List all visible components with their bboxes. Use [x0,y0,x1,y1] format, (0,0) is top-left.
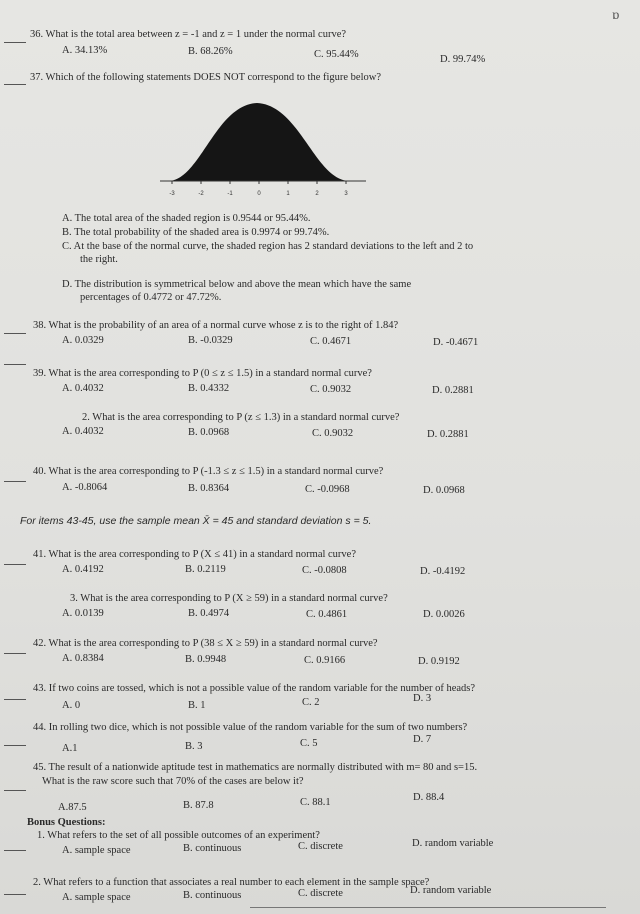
q45-option-b: B. 87.8 [183,800,214,811]
q40-option-d: D. 0.0968 [423,485,465,496]
answer-blank-41[interactable] [4,564,26,565]
q38-option-d: D. -0.4671 [433,337,479,348]
figure-tick-label: -3 [169,191,175,197]
q41-option-a: A. 0.4192 [62,564,104,575]
q40-option-c: C. -0.0968 [305,484,350,495]
q37-option-d: D. The distribution is symmetrical below and above the mean which have the same [62,279,412,290]
q41-option-c: C. -0.0808 [302,565,347,576]
q38-option-c: C. 0.4671 [310,336,352,347]
q45-option-a: A.87.5 [58,802,87,813]
bottom-rule [250,907,606,908]
q37-option-c-cont: the right. [80,254,118,265]
q42-option-a: A. 0.8384 [62,653,104,664]
q36-option-a: A. 34.13% [62,45,108,56]
bonus2-option-b: B. continuous [183,890,242,901]
q41-option-d: D. -0.4192 [420,566,466,577]
normal-curve-figure [160,95,370,205]
bonus2-option-a: A. sample space [62,892,131,903]
q39-option-a: A. 0.4032 [62,383,104,394]
q41-option-b: B. 0.2119 [185,564,226,575]
bonus1-option-b: B. continuous [183,843,242,854]
figure-tick-label: 0 [257,191,261,197]
question-43: 43. If two coins are tossed, which is not a possible value of the random variable for the number of heads? [33,683,476,694]
answer-blank-43[interactable] [4,699,26,700]
question-41: 41. What is the area corresponding to P (X ≤ 41) in a standard normal curve? [33,549,356,560]
question-38: 38. What is the probability of an area of a normal curve whose z is to the right of 1.84? [33,320,399,331]
q3-option-d: D. 0.0026 [423,609,465,620]
answer-blank-36[interactable] [4,42,26,43]
answer-blank-39[interactable] [4,364,26,365]
q39-option-b: B. 0.4332 [188,383,230,394]
q3-option-c: C. 0.4861 [306,609,348,620]
bonus2-option-d: D. random variable [410,885,492,896]
q42-option-c: C. 0.9166 [304,655,346,666]
q3-option-a: A. 0.0139 [62,608,104,619]
q40-option-b: B. 0.8364 [188,483,230,494]
q37-option-d-cont: percentages of 0.4772 or 47.72%. [80,292,222,303]
bonus2-option-c: C. discrete [298,888,343,899]
q36-option-b: B. 68.26% [188,46,233,57]
bonus1-option-d: D. random variable [412,838,494,849]
q38-option-a: A. 0.0329 [62,335,104,346]
q43-option-d: D. 3 [413,693,432,704]
question-2-a: 2. What is the area corresponding to P (z ≤ 1.3) in a standard normal curve? [82,412,400,423]
bonus-question-2: 2. What refers to a function that associates a real number to each element in the sample space? [33,877,430,888]
question-36: 36. What is the total area between z = -1 and z = 1 under the normal curve? [30,29,347,40]
question-45: 45. The result of a nationwide aptitude test in mathematics are normally distributed with m= 80 and s=15. [33,762,478,773]
figure-tick-label: 2 [315,191,319,197]
question-37: 37. Which of the following statements DOES NOT correspond to the figure below? [30,72,381,83]
q45-option-c: C. 88.1 [300,797,331,808]
q36-option-c: C. 95.44% [314,49,359,60]
q37-option-c: C. At the base of the normal curve, the shaded region has 2 standard deviations to the left and 2 to [62,241,474,252]
corner-mark: ɒ [612,8,620,23]
q44-option-a: A.1 [62,743,78,754]
q37-option-a: A. The total area of the shaded region is 0.9544 or 95.44%. [62,213,311,224]
answer-blank-44[interactable] [4,745,26,746]
answer-blank-45[interactable] [4,790,26,791]
q2a-option-c: C. 0.9032 [312,428,354,439]
bonus1-option-c: C. discrete [298,841,343,852]
question-42: 42. What is the area corresponding to P (38 ≤ X ≥ 59) in a standard normal curve? [33,638,378,649]
q45-option-d: D. 88.4 [413,792,445,803]
figure-tick-label: 3 [344,191,348,197]
question-45-cont: What is the raw score such that 70% of the cases are below it? [42,776,304,787]
q37-option-b: B. The total probability of the shaded area is 0.9974 or 99.74%. [62,227,330,238]
q42-option-d: D. 0.9192 [418,656,460,667]
q38-option-b: B. -0.0329 [188,335,233,346]
figure-tick-label: -2 [198,191,204,197]
q3-option-b: B. 0.4974 [188,608,230,619]
instruction-text: For items 43-45, use the sample mean X̄ = 45 and standard deviation s = 5. [20,515,372,527]
bonus-heading: Bonus Questions: [27,817,106,828]
bonus-question-1: 1. What refers to the set of all possible outcomes of an experiment? [37,830,320,841]
bonus1-option-a: A. sample space [62,845,131,856]
question-39: 39. What is the area corresponding to P (0 ≤ z ≤ 1.5) in a standard normal curve? [33,368,372,379]
q2a-option-a: A. 0.4032 [62,426,104,437]
q43-option-b: B. 1 [188,700,206,711]
question-3: 3. What is the area corresponding to P (X ≥ 59) in a standard normal curve? [70,593,388,604]
q2a-option-d: D. 0.2881 [427,429,469,440]
q36-option-d: D. 99.74% [440,54,486,65]
q44-option-d: D. 7 [413,734,432,745]
q2a-option-b: B. 0.0968 [188,427,230,438]
figure-tick-label: -1 [227,191,233,197]
q39-option-d: D. 0.2881 [432,385,474,396]
q44-option-c: C. 5 [300,738,318,749]
normal-curve-shaded-region [168,103,350,181]
q42-option-b: B. 0.9948 [185,654,227,665]
q43-option-c: C. 2 [302,697,320,708]
answer-blank-42[interactable] [4,653,26,654]
q39-option-c: C. 0.9032 [310,384,352,395]
question-44: 44. In rolling two dice, which is not possible value of the random variable for the sum of two numbers? [33,722,468,733]
answer-blank-bonus-2[interactable] [4,894,26,895]
q40-option-a: A. -0.8064 [62,482,108,493]
answer-blank-40[interactable] [4,481,26,482]
question-40: 40. What is the area corresponding to P (-1.3 ≤ z ≤ 1.5) in a standard normal curve? [33,466,384,477]
answer-blank-38[interactable] [4,333,26,334]
figure-tick-label: 1 [286,191,290,197]
q43-option-a: A. 0 [62,700,81,711]
answer-blank-bonus-1[interactable] [4,850,26,851]
answer-blank-37[interactable] [4,84,26,85]
q44-option-b: B. 3 [185,741,203,752]
